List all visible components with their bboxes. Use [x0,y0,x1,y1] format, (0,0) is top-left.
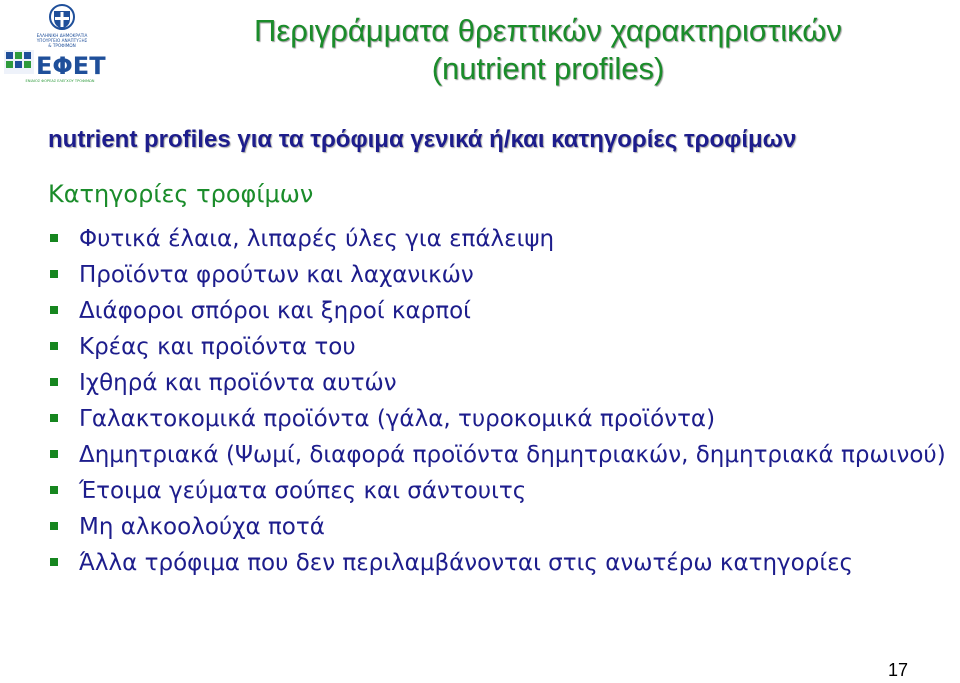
list-item [48,332,948,362]
list-item [48,548,948,578]
greek-coat-of-arms-icon [50,5,74,29]
square-bullet-icon [50,486,58,494]
slide-title [140,12,956,88]
list-item [48,260,948,290]
list-item-text: Φυτικά έλαια, λιπαρές ύλες για επάλειψη [79,226,555,252]
food-category-list [48,224,948,584]
list-item-text: Γαλακτοκομικά προϊόντα (γάλα, τυροκομικά προϊόντα) [79,406,716,432]
efet-emblem-icon [4,50,34,74]
square-bullet-icon [50,342,58,350]
list-item-text: Κρέας και προϊόντα του [79,334,356,360]
slide-title-line2: (nutrient profiles) [431,51,665,86]
square-bullet-icon [50,270,58,278]
list-item [48,368,948,398]
svg-text:ΕΛΛΗΝΙΚΗ ΔΗΜΟΚΡΑΤΙΑ: ΕΛΛΗΝΙΚΗ ΔΗΜΟΚΡΑΤΙΑ [36,33,88,38]
square-bullet-icon [50,414,58,422]
square-bullet-icon [50,234,58,242]
section-heading: Κατηγορίες τροφίμων [48,180,314,208]
page-number: 17 [887,660,908,680]
square-bullet-icon [50,450,58,458]
slide-subtitle: nutrient profiles για τα τρόφιμα γενικά ή/και κατηγορίες τροφίμων [48,126,797,153]
svg-text:& ΤΡΟΦΙΜΩΝ: & ΤΡΟΦΙΜΩΝ [48,43,76,48]
svg-text:ΥΠΟΥΡΓΕΙΟ ΑΝΑΠΤΥΞΗΣ: ΥΠΟΥΡΓΕΙΟ ΑΝΑΠΤΥΞΗΣ [36,38,88,43]
list-item [48,476,948,506]
square-bullet-icon [50,558,58,566]
square-bullet-icon [50,306,58,314]
list-item [48,404,948,434]
list-item [48,440,948,470]
list-item [48,224,948,254]
list-item-text: Δημητριακά (Ψωμί, διαφορά προϊόντα δημητριακών, δημητριακά πρωινού) [79,442,946,468]
efet-logo [2,2,118,86]
square-bullet-icon [50,378,58,386]
slide-title-line1: Περιγράμματα θρεπτικών χαρακτηριστικών [254,13,842,48]
list-item-text: Έτοιμα γεύματα σούπες και σάντουιτς [79,478,527,504]
list-item-text: Προϊόντα φρούτων και λαχανικών [79,262,474,288]
svg-text:ΕΝΙΑΙΟΣ ΦΟΡΕΑΣ ΕΛΕΓΧΟΥ ΤΡΟΦΙΜΩ: ΕΝΙΑΙΟΣ ΦΟΡΕΑΣ ΕΛΕΓΧΟΥ ΤΡΟΦΙΜΩΝ [25,79,95,83]
list-item [48,512,948,542]
square-bullet-icon [50,522,58,530]
list-item-text: Ιχθηρά και προϊόντα αυτών [79,370,397,396]
list-item [48,296,948,326]
list-item-text: Διάφοροι σπόροι και ξηροί καρποί [79,298,471,324]
svg-text:ΕΦΕΤ: ΕΦΕΤ [36,52,106,80]
list-item-text: Άλλα τρόφιμα που δεν περιλαμβάνονται στις ανωτέρω κατηγορίες [79,550,854,576]
list-item-text: Μη αλκοολούχα ποτά [79,514,325,540]
